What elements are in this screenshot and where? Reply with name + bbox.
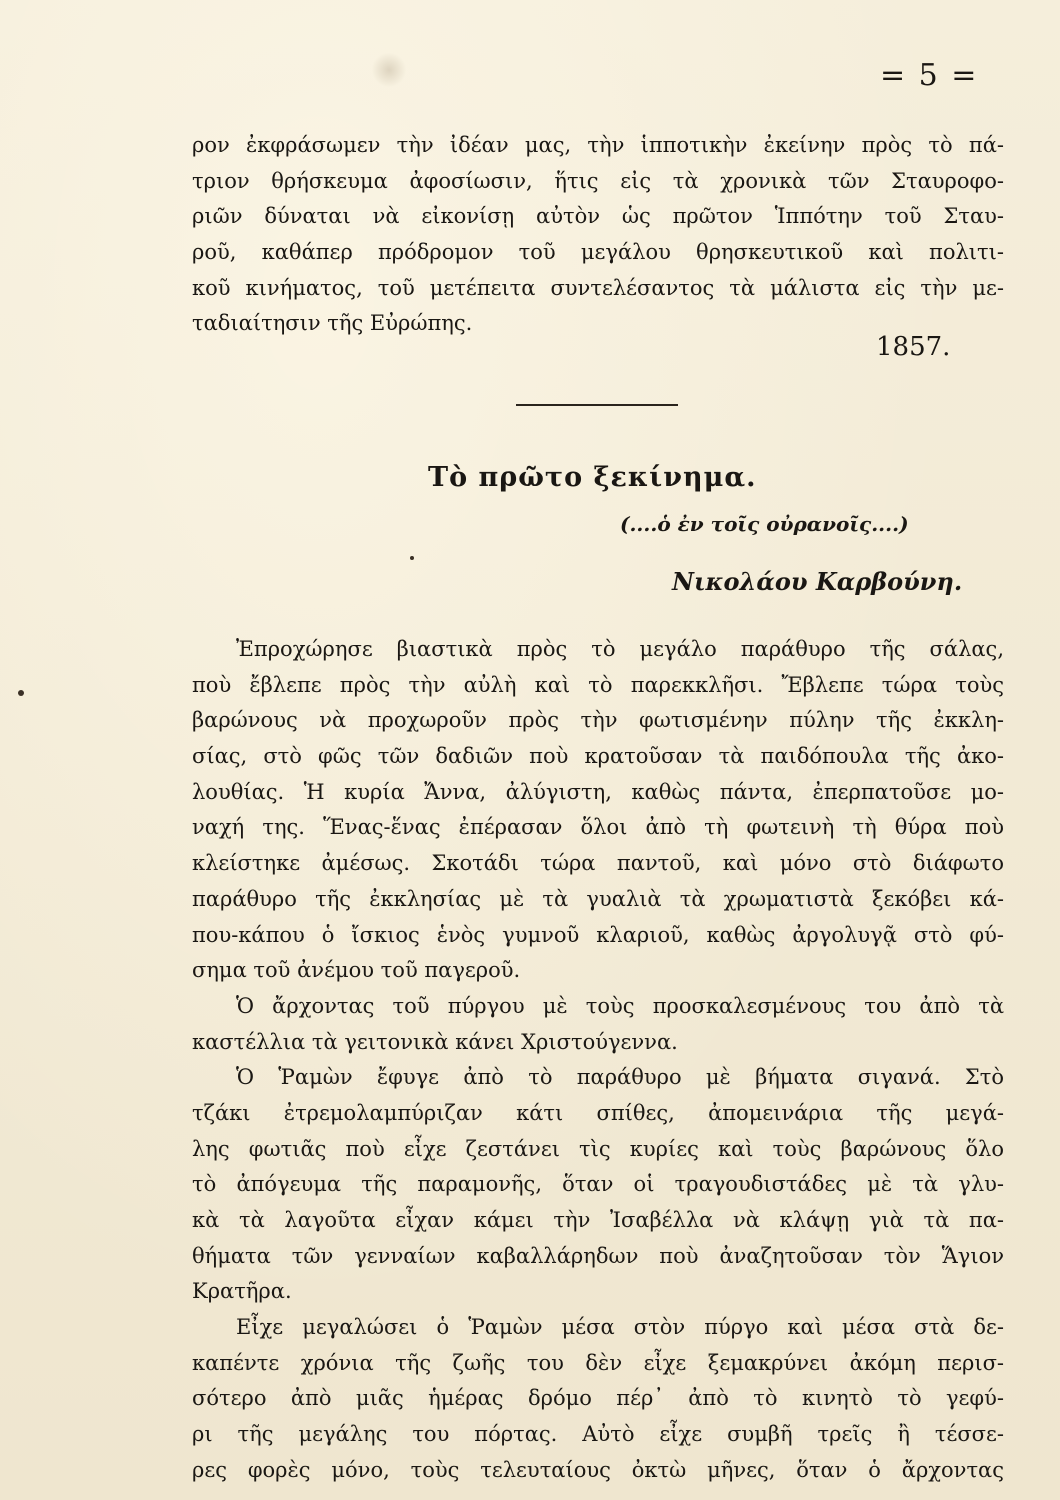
paragraph-line: Ὁ ἄρχοντας τοῦ πύργου μὲ τοὺς προσκαλεσμένους του ἀπὸ τὰ <box>236 993 1004 1018</box>
paragraph-line: κλείστηκε ἀμέσως. Σκοτάδι τώρα παντοῦ, καὶ μόνο στὸ διάφωτο <box>192 851 1004 876</box>
intro-line: τριον θρήσκευμα ἀφοσίωσιν, ἥτις εἰς τὰ χρονικὰ τῶν Σταυροφο- <box>192 168 1004 193</box>
intro-line: ριῶν δύναται νὰ εἰκονίσῃ αὐτὸν ὡς πρῶτον Ἱππότην τοῦ Σταυ- <box>192 204 1004 229</box>
story-author: Νικολάου Καρβούνη. <box>672 567 963 596</box>
paragraph-line: θήματα τῶν γενναίων καβαλλάρηδων ποὺ ἀναζητοῦσαν τὸν Ἅγιον <box>192 1243 1004 1268</box>
paragraph-line: που-κάπου ὁ ἴσκιος ἑνὸς γυμνοῦ κλαριοῦ, καθὼς ἀργολυγᾷ στὸ φύ- <box>192 922 1004 947</box>
ink-dot <box>410 556 414 560</box>
intro-line: ροῦ, καθάπερ πρόδρομον τοῦ μεγάλου θρησκευτικοῦ καὶ πολιτι- <box>192 240 1004 265</box>
intro-line: ρον ἐκφράσωμεν τὴν ἰδέαν μας, τὴν ἱπποτικὴν ἐκείνην πρὸς τὸ πά- <box>192 133 1004 157</box>
paragraph <box>192 1060 1004 1310</box>
paragraph-line: σότερο ἀπὸ μιᾶς ἡμέρας δρόμο πέρ᾽ ἀπὸ τὸ κινητὸ τὸ γεφύ- <box>192 1386 1004 1411</box>
paragraph-line: Εἶχε μεγαλώσει ὁ Ῥαμὼν μέσα στὸν πύργο καὶ μέσα στὰ δε- <box>236 1315 1004 1340</box>
paragraph-line: ποὺ ἔβλεπε πρὸς τὴν αὐλὴ καὶ τὸ παρεκκλῆσι. Ἔβλεπε τώρα τοὺς <box>192 672 1004 697</box>
paragraph-line: κὰ τὰ λαγοῦτα εἶχαν κάμει τὴν Ἰσαβέλλα νὰ κλάψῃ γιὰ τὰ πα- <box>192 1208 1004 1232</box>
paragraph-line: Ἐπροχώρησε βιαστικὰ πρὸς τὸ μεγάλο παράθυρο τῆς σάλας, <box>236 637 1004 661</box>
paragraph-line: καστέλλια τὰ γειτονικὰ κάνει Χριστούγεννα. <box>192 1029 678 1054</box>
paragraph-line: Κρατῆρα. <box>192 1279 292 1304</box>
paragraph-line: παράθυρο τῆς ἐκκλησίας μὲ τὰ γυαλιὰ τὰ χρωματιστὰ ξεκόβει κά- <box>192 886 1004 911</box>
paragraph-line: τζάκι ἐτρεμολαμπύριζαν κάτι σπίθες, ἀπομεινάρια τῆς μεγά- <box>192 1100 1004 1125</box>
paragraph-line: Ὁ Ῥαμὼν ἔφυγε ἀπὸ τὸ παράθυρο μὲ βήματα σιγανά. Στὸ <box>236 1065 1004 1090</box>
page-number: = 5 = <box>880 58 979 93</box>
paragraph <box>192 989 1004 1060</box>
intro-line: ταδιαίτησιν τῆς Εὐρώπης. <box>192 311 473 336</box>
paragraph-line: σημα τοῦ ἀνέμου τοῦ παγεροῦ. <box>192 958 521 983</box>
paragraph-line: σίας, στὸ φῶς τῶν δαδιῶν ποὺ κρατοῦσαν τὰ παιδόπουλα τῆς ἀκο- <box>192 744 1004 769</box>
section-divider <box>516 404 678 406</box>
paragraph-line: καπέντε χρόνια τῆς ζωῆς του δὲν εἶχε ξεμακρύνει ἀκόμη περισ- <box>192 1350 1004 1375</box>
paper-stain <box>372 52 406 88</box>
intro-line: κοῦ κινήματος, τοῦ μετέπειτα συντελέσαντος τὰ μάλιστα εἰς τὴν με- <box>192 275 1004 300</box>
paragraph-line: λης φωτιᾶς ποὺ εἶχε ζεστάνει τὶς κυρίες καὶ τοὺς βαρώνους ὅλο <box>192 1136 1004 1161</box>
paragraph-line: τὸ ἀπόγευμα τῆς παραμονῆς, ὅταν οἱ τραγουδιστάδες μὲ τὰ γλυ- <box>192 1172 1004 1197</box>
margin-mark <box>18 690 24 696</box>
paragraph <box>192 1310 1004 1488</box>
intro-year: 1857. <box>876 332 951 362</box>
paragraph-line: βαρώνους νὰ προχωροῦν πρὸς τὴν φωτισμένην πύλην τῆς ἐκκλη- <box>192 708 1004 733</box>
intro-paragraph <box>192 128 1004 342</box>
story-title: Τὸ πρῶτο ξεκίνημα. <box>428 462 757 493</box>
paragraph-line: ρι τῆς μεγάλης του πόρτας. Αὐτὸ εἶχε συμβῆ τρεῖς ἢ τέσσε- <box>192 1422 1004 1447</box>
paragraph <box>192 632 1004 989</box>
paragraph-line: ναχή της. Ἕνας-ἕνας ἐπέρασαν ὅλοι ἀπὸ τὴ φωτεινὴ τὴ θύρα ποὺ <box>192 815 1004 840</box>
story-body <box>192 632 1004 1489</box>
paragraph-line: ρες φορὲς μόνο, τοὺς τελευταίους ὀκτὼ μῆνες, ὅταν ὁ ἄρχοντας <box>192 1457 1004 1482</box>
story-epigraph: (....ὁ ἐν τοῖς οὐρανοῖς....) <box>620 512 909 536</box>
paragraph-line: λουθίας. Ἡ κυρία Ἄννα, ἀλύγιστη, καθὼς πάντα, ἐπερπατοῦσε μο- <box>192 779 1004 804</box>
